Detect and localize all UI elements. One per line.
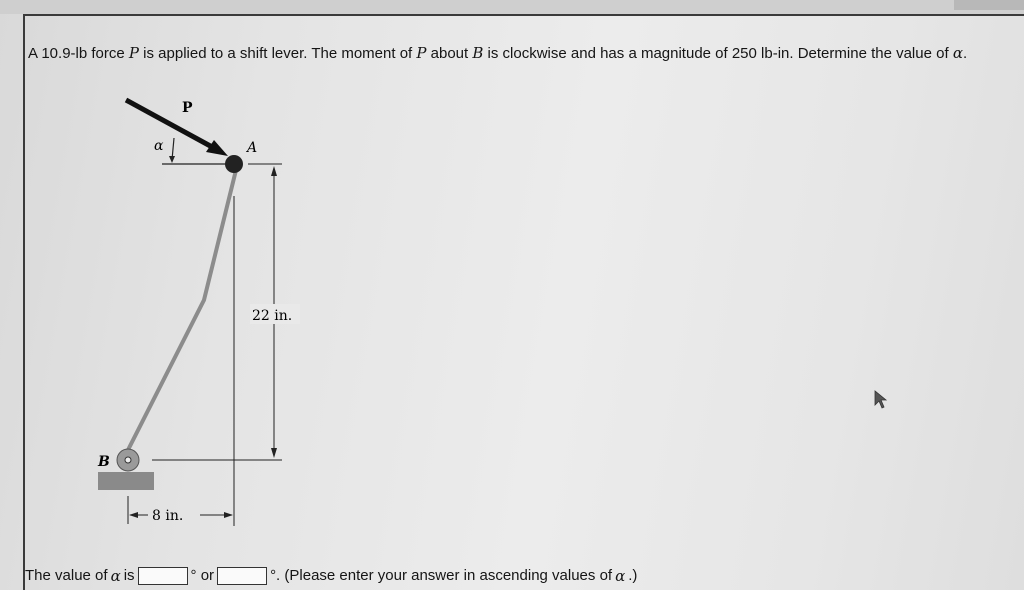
var-alpha: α — [615, 567, 626, 585]
question-part4: is clockwise and has a magnitude of 250 lb-in. Determine the value of — [483, 45, 953, 62]
question-top-border — [24, 14, 1024, 16]
force-arrowhead — [206, 140, 228, 156]
base-block — [98, 472, 154, 490]
label-p: P — [182, 100, 193, 116]
answer-input-1[interactable] — [138, 567, 188, 585]
answer-input-2[interactable] — [217, 567, 267, 585]
var-alpha: α — [952, 44, 963, 62]
pivot-b-pin — [125, 457, 131, 463]
answer-is: is — [123, 567, 135, 584]
label-b: B — [98, 454, 110, 470]
dim-arrow-up — [271, 166, 277, 176]
var-p: P — [416, 44, 427, 62]
dimension-8in: 8 in. — [152, 508, 184, 524]
top-right-bar — [954, 0, 1024, 10]
dimension-22in: 22 in. — [252, 308, 293, 324]
answer-instruction: °. (Please enter your answer in ascending values of — [270, 567, 613, 584]
force-arrow-p — [126, 100, 214, 148]
lever — [128, 170, 236, 450]
question-left-border — [23, 14, 25, 590]
answer-prefix: The value of — [25, 567, 108, 584]
screen-top-strip — [0, 0, 1024, 14]
question-part2: is applied to a shift lever. The moment of — [139, 45, 417, 62]
label-alpha: α — [154, 138, 164, 154]
var-b: B — [472, 44, 484, 62]
question-part3: about — [426, 45, 473, 62]
question-part1: A 10.9-lb force — [28, 45, 129, 62]
alpha-arrowhead — [169, 156, 175, 163]
question-text — [28, 44, 1008, 63]
var-alpha: α — [110, 567, 121, 585]
degree-or: ° or — [190, 567, 215, 584]
dim-arrow-right — [224, 512, 233, 518]
dim-arrow-left — [129, 512, 138, 518]
question-part5: . — [962, 45, 968, 62]
answer-suffix: .) — [628, 567, 638, 584]
label-a: A — [247, 140, 258, 156]
mouse-cursor-icon — [874, 390, 888, 410]
shift-lever-figure — [90, 88, 310, 538]
answer-line — [25, 566, 637, 586]
var-p: P — [128, 44, 139, 62]
ball-a — [225, 155, 243, 173]
dim-arrow-down — [271, 448, 277, 458]
